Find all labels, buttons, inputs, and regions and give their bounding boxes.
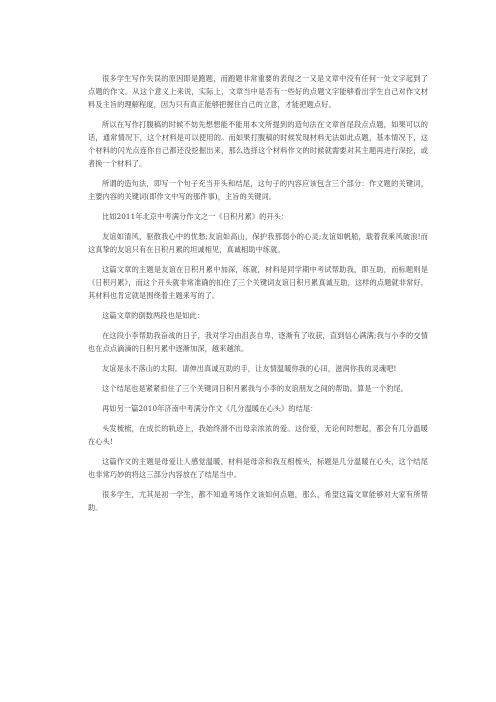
document-body: [88, 72, 428, 521]
paragraph-7: 这篇文章的倒数两段也是如此：: [102, 311, 205, 320]
paragraph-12: 头发梳梳，在成长的轨迹上，我始终滑不出母亲浓浓的爱。这份爱，无论何时想起，都会有几分温暖在心头!: [88, 424, 428, 446]
paragraph-1: 很多学生写作失误的原因即是跑题，而跑题非常重要的表现之一又是文章中没有任何一处文字起到了点题的作文。从这个意义上来说，实际上，文章当中是否有一些好的点题文字能够看出学生自己对作文材料及主旨的理解程度，因为只有真正能够把握住自己的立意，才能把题点好。: [88, 74, 428, 109]
paragraph-2: 所以在写作打腹稿的时候不妨先想想能不能用本文所提到的造句法在文章首尾段点点题，如果可以的话，通常情况下，这个材料是可以使用的。而如果打腹稿的时候发现材料无法如此点题，基本情况下，这个材料的闪光点连你自己都还没挖掘出来，那么选择这个材料作文的时候就需要对其主题再进行深挖，或者换一个材料了。: [88, 120, 428, 168]
paragraph-10: 这个结尾也是紧紧扣住了三个关键词日积月累我与小李的友谊朋友之间的帮助。算是一个豹尾。: [102, 384, 409, 393]
paragraph-8: 在这段小李帮助我奋战的日子，我对学习由沮丧自卑，逐渐有了收获，直到信心满满;我与小李的交情也在点点滴滴的日积月累中逐渐加深，越来越浓。: [88, 331, 428, 353]
paragraph-6: 这篇文章的主题是友谊在日积月累中加深，练就，材料是同学期中考试帮助我，即互助，而标题则是《日积月累》，而这个开头就非常准确的扣住了三个关键词友谊日积月累真诚互助，这样的点题就非常好，其材料也肯定就是围绕着主题来写的了。: [88, 265, 428, 300]
paragraph-5: 友谊如清风，驱散我心中的忧愁;友谊如高山，保护我那弱小的心灵;友谊如帆船，载着我乘风破浪!而这真挚的友谊只有在日积月累的坦诚相见，真诚相助中练就。: [88, 232, 428, 254]
paragraph-11: 再如另一篇2010年济南中考满分作文《几分温暖在心头》的结尾：: [102, 404, 318, 413]
paragraph-14: 很多学生，尤其是初一学生，都不知道考场作文该如何点题，那么，希望这篇文章能够对大家有所帮助。: [88, 490, 428, 512]
paragraph-9: 友谊是永不落山的太阳。请伸出真诚互助的手，让友情温暖你我的心田，滋润你我的灵魂吧!: [102, 364, 397, 373]
paragraph-13: 这篇作文的主题是母爱让人感觉温暖，材料是母亲和我互相梳头，标题是几分温暖在心头，这个结尾也非常巧妙的将这三部分内容放在了结尾当中。: [88, 457, 428, 479]
paragraph-4: 比如2011年北京中考满分作文之一《日积月累》的开头：: [102, 212, 289, 221]
paragraph-3: 所谓的造句法，即写一个句子充当开头和结尾，这句子的内容应该包含三个部分：作文题的关键词，主要内容的关键词(即作文中写的那件事)，主旨的关键词。: [88, 179, 428, 201]
